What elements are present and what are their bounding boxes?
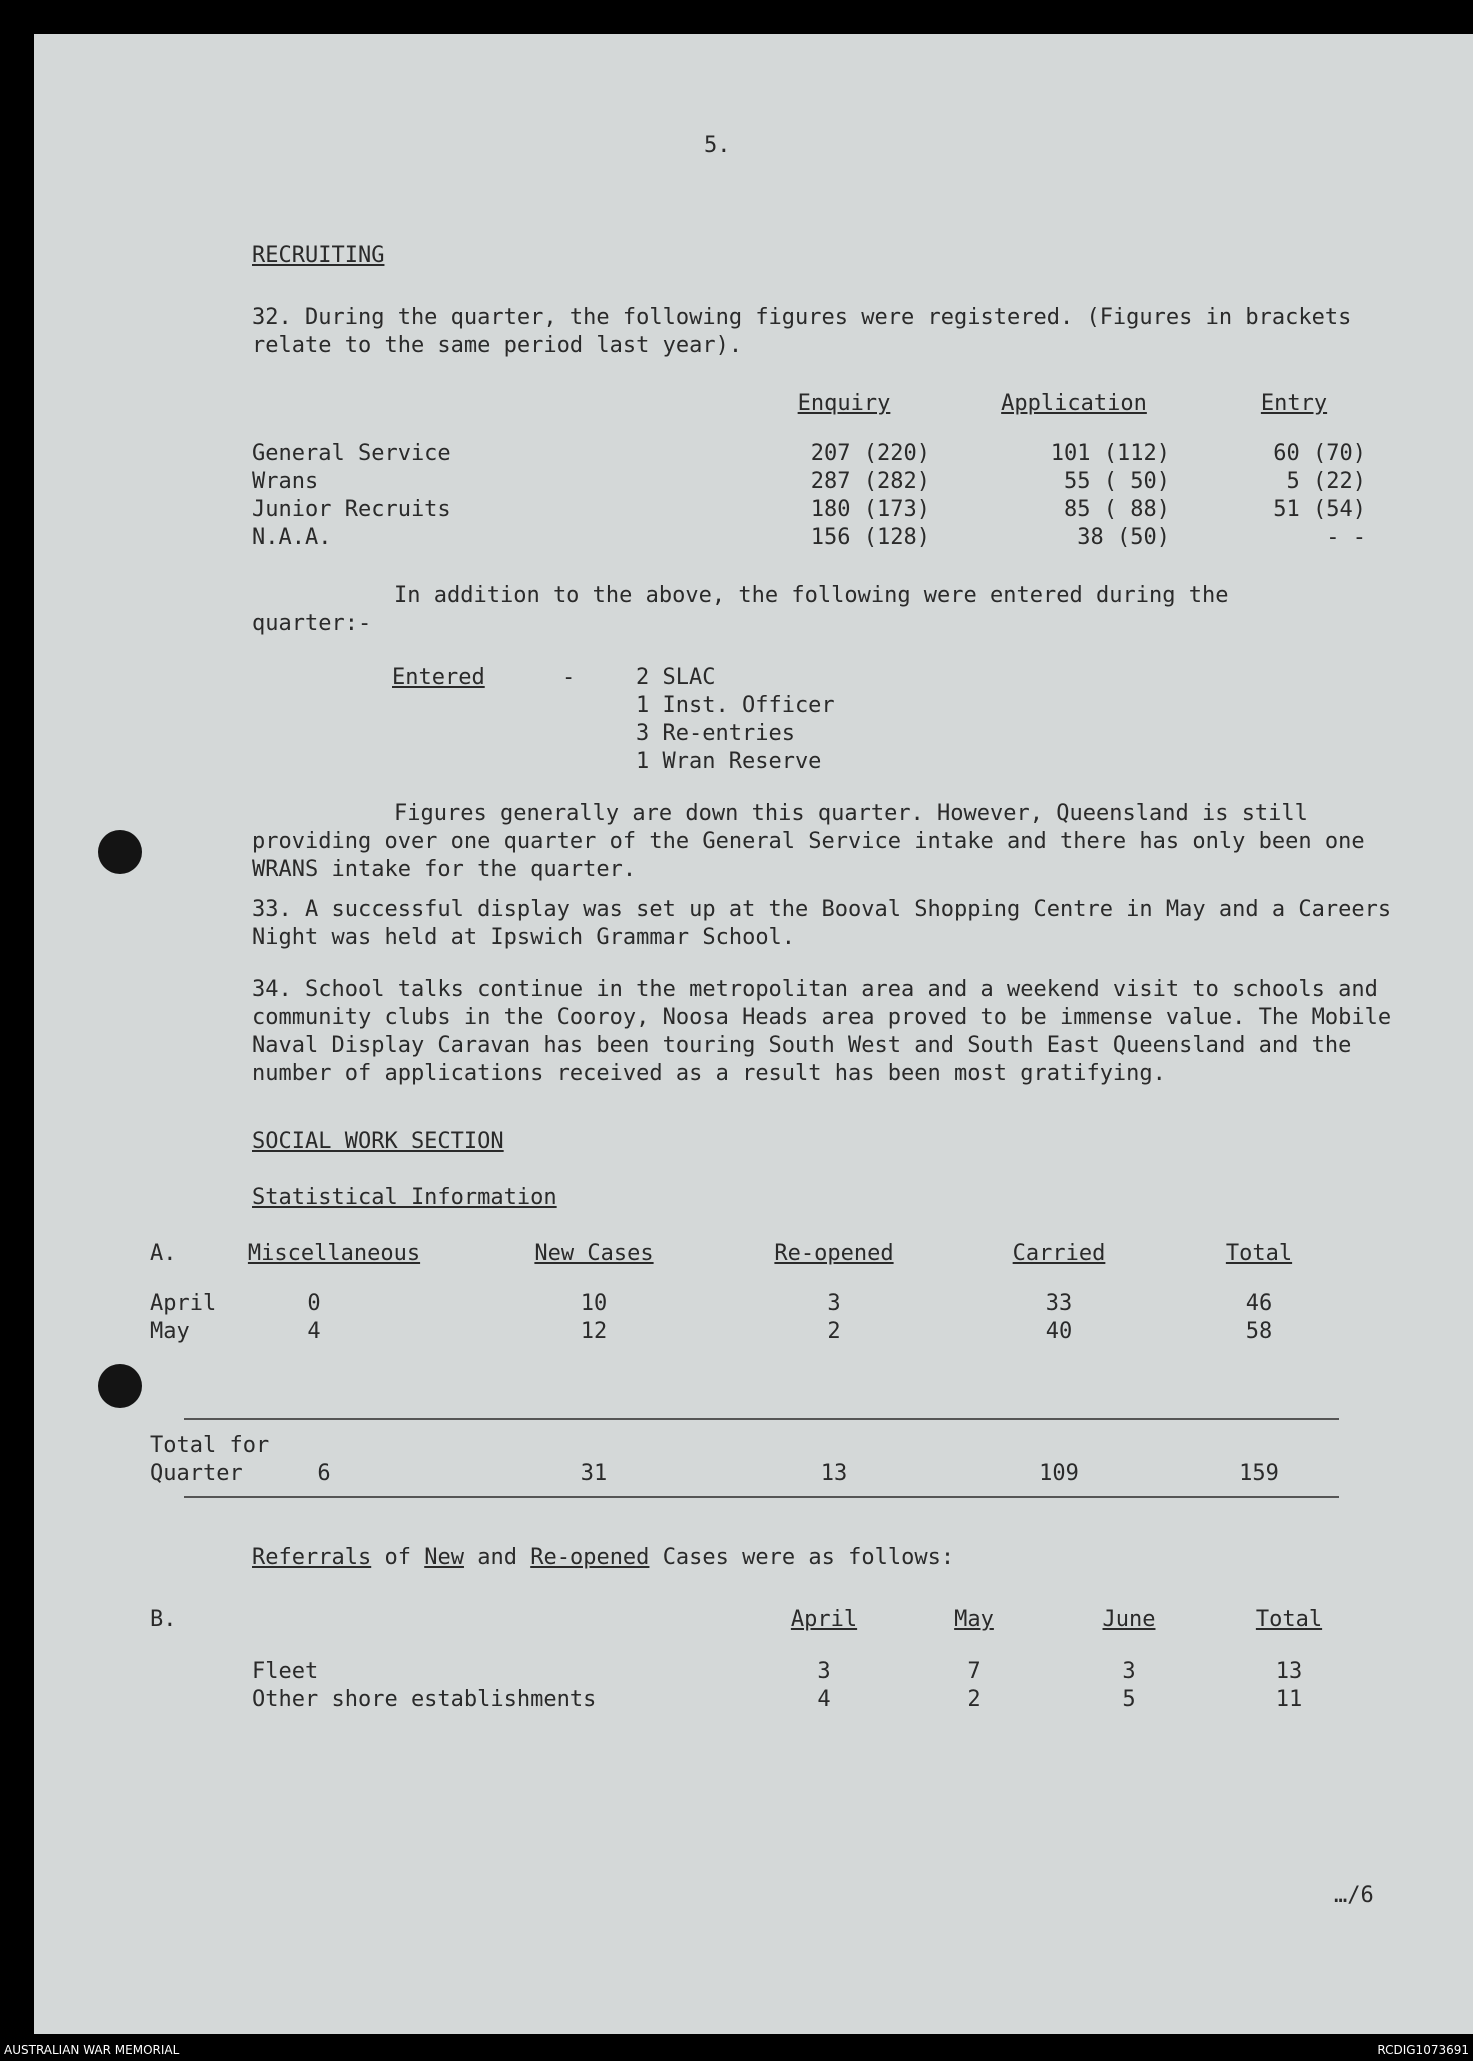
application-value: 38 (50)	[1077, 525, 1170, 550]
re-opened-word: Re-opened	[530, 1545, 650, 1570]
paragraph-addition: In addition to the above, the following were entered during the quarter:-	[252, 583, 1229, 636]
enquiry-value: 180 (173)	[810, 497, 930, 522]
row-label: General Service	[252, 441, 451, 466]
punch-hole-bottom	[98, 1364, 142, 1408]
re-opened-value: 2	[827, 1319, 841, 1344]
carried-value: 40	[1045, 1319, 1073, 1344]
paragraph-figures: Figures generally are down this quarter. However, Queensland is still providing over one quarter of the General Service intake and there has only been one WRANS intake for the quarter.	[252, 801, 1365, 882]
entered-item: 2 SLAC	[636, 665, 716, 690]
april-value: 4	[817, 1687, 831, 1712]
month-label: April	[150, 1291, 217, 1316]
misc-value: 0	[307, 1291, 321, 1316]
col-may: May	[954, 1607, 994, 1632]
new-word: New	[424, 1545, 464, 1570]
col-entry: Entry	[1260, 391, 1328, 416]
col-june: June	[1102, 1607, 1156, 1632]
total-value: 46	[1245, 1291, 1273, 1316]
table-a-letter: A.	[150, 1241, 177, 1266]
entered-dash: -	[562, 665, 576, 690]
table-a-rule-top	[184, 1418, 1339, 1420]
col-re-opened: Re-opened	[774, 1241, 894, 1266]
entered-label: Entered	[392, 665, 485, 690]
footer-left: AUSTRALIAN WAR MEMORIAL	[4, 2043, 180, 2057]
social-work-heading: SOCIAL WORK SECTION	[252, 1129, 504, 1154]
table-a-rule-bottom	[184, 1496, 1339, 1498]
continuation-marker: …/6	[1334, 1883, 1374, 1908]
application-value: 101 (112)	[1050, 441, 1170, 466]
total-value: 13	[1275, 1659, 1303, 1684]
misc-total: 6	[317, 1461, 331, 1486]
referrals-sentence	[252, 1544, 954, 1572]
application-value: 85 ( 88)	[1064, 497, 1170, 522]
punch-hole-top	[98, 830, 142, 874]
paragraph-33: 33. A successful display was set up at the Booval Shopping Centre in May and a Careers Night was held at Ipswich Grammar School.	[252, 897, 1392, 950]
entry-value: - -	[1326, 525, 1366, 550]
entered-item: 1 Inst. Officer	[636, 693, 835, 718]
table-b-letter: B.	[150, 1607, 177, 1632]
total-value: 58	[1245, 1319, 1273, 1344]
of-word: of	[384, 1545, 411, 1570]
cases-text: Cases were as follows:	[662, 1545, 955, 1570]
enquiry-value: 156 (128)	[810, 525, 930, 550]
new-cases-total: 31	[580, 1461, 608, 1486]
col-miscellaneous: Miscellaneous	[247, 1241, 421, 1266]
enquiry-value: 207 (220)	[810, 441, 930, 466]
enquiry-value: 287 (282)	[810, 469, 930, 494]
entry-value: 5 (22)	[1286, 469, 1366, 494]
col-new-cases: New Cases	[534, 1241, 654, 1266]
april-value: 3	[817, 1659, 831, 1684]
entered-item: 3 Re-entries	[636, 721, 795, 746]
referral-source: Other shore establishments	[252, 1687, 597, 1712]
total-for-label: Total for	[150, 1433, 270, 1458]
page-number: 5.	[704, 133, 731, 158]
june-value: 3	[1122, 1659, 1136, 1684]
misc-value: 4	[307, 1319, 321, 1344]
row-label: Wrans	[252, 469, 319, 494]
col-total: Total	[1225, 1241, 1293, 1266]
re-opened-value: 3	[827, 1291, 841, 1316]
referral-source: Fleet	[252, 1659, 319, 1684]
paragraph-34: 34. School talks continue in the metropolitan area and a weekend visit to schools and community clubs in the Cooroy, Noosa Heads area proved to be immense value. The Mobile Naval Display Caravan has been touring South West and South East Queensland and the number of applications received as a result has been most gratifying.	[252, 977, 1392, 1086]
statistical-information-heading: Statistical Information	[252, 1185, 557, 1210]
re-opened-total: 13	[820, 1461, 848, 1486]
col-carried: Carried	[1012, 1241, 1106, 1266]
col-enquiry: Enquiry	[797, 391, 891, 416]
june-value: 5	[1122, 1687, 1136, 1712]
col-total: Total	[1255, 1607, 1323, 1632]
row-label: N.A.A.	[252, 525, 332, 550]
recruiting-heading: RECRUITING	[252, 243, 385, 268]
may-value: 7	[967, 1659, 981, 1684]
footer-right: RCDIG1073691	[1377, 2043, 1469, 2057]
col-application: Application	[1001, 391, 1147, 416]
grand-total: 159	[1239, 1461, 1279, 1486]
entered-item: 1 Wran Reserve	[636, 749, 822, 774]
new-cases-value: 12	[580, 1319, 608, 1344]
col-april: April	[790, 1607, 858, 1632]
and-word: and	[477, 1545, 517, 1570]
carried-value: 33	[1045, 1291, 1073, 1316]
entry-value: 51 (54)	[1273, 497, 1366, 522]
carried-total: 109	[1039, 1461, 1079, 1486]
quarter-label: Quarter	[150, 1461, 243, 1486]
application-value: 55 ( 50)	[1064, 469, 1170, 494]
referrals-word: Referrals	[252, 1545, 372, 1570]
total-value: 11	[1275, 1687, 1303, 1712]
entry-value: 60 (70)	[1273, 441, 1366, 466]
month-label: May	[150, 1319, 190, 1344]
new-cases-value: 10	[580, 1291, 608, 1316]
paragraph-32: 32. During the quarter, the following figures were registered. (Figures in brackets relate to the same period last year).	[252, 305, 1352, 358]
row-label: Junior Recruits	[252, 497, 451, 522]
document-page	[34, 34, 1473, 2034]
may-value: 2	[967, 1687, 981, 1712]
